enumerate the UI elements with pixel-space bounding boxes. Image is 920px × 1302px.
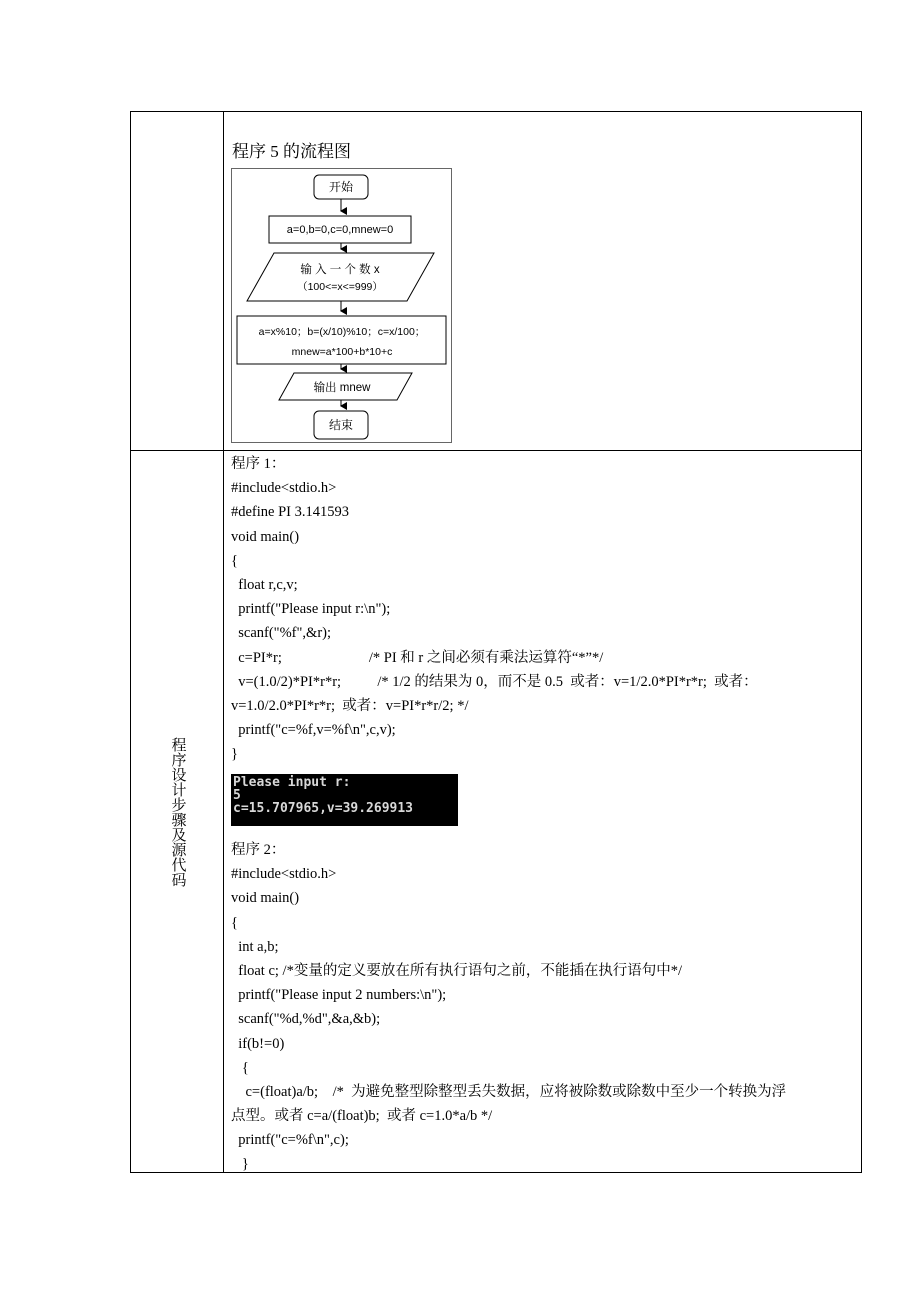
code-line: int a,b; (231, 938, 279, 955)
code-line: { (231, 1059, 249, 1076)
code-line: 点型。或者 c=a/(float)b; 或者 c=1.0*a/b */ (231, 1108, 493, 1125)
code-line: void main() (231, 890, 300, 907)
code-line: } (231, 746, 238, 763)
output-text: 输出 mnew (313, 382, 371, 394)
input-text-1: 输 入 一 个 数 x (300, 264, 380, 276)
program1-code (231, 452, 861, 766)
code-line: float r,c,v; (231, 576, 298, 593)
program2-heading: 程序 2： (231, 842, 286, 858)
side-label-cell (131, 451, 223, 1173)
column-divider (223, 112, 224, 1172)
code-line: v=(1.0/2)*PI*r*r; /* 1/2 的结果为 0，而不是 0.5 或者：v=1/2.0*PI*r*r; 或者： (231, 673, 758, 690)
program1-heading: 程序 1： (231, 456, 286, 472)
flowchart-diagram (232, 169, 453, 444)
console-line: 5 (233, 788, 241, 803)
console-line: c=15.707965,v=39.269913 (233, 801, 414, 816)
side-label: 程序设计步骤及源代码 (169, 737, 186, 887)
code-line: { (231, 914, 238, 931)
code-line: #include<stdio.h> (231, 480, 337, 497)
start-text: 开始 (328, 180, 354, 194)
code-line: printf("c=%f,v=%f\n",c,v); (231, 722, 396, 739)
row-divider (131, 450, 861, 451)
code-line: scanf("%f",&r); (231, 625, 332, 642)
code-line: float c; /*变量的定义要放在所有执行语句之前，不能插在执行语句中*/ (231, 962, 683, 979)
end-text: 结束 (328, 418, 354, 432)
flowchart-title: 程序 5 的流程图 (232, 142, 351, 161)
document-table (130, 111, 862, 1173)
init-text: a=0,b=0,c=0,mnew=0 (286, 224, 394, 236)
code-line: printf("Please input 2 numbers:\n"); (231, 987, 447, 1004)
flowchart (231, 168, 452, 443)
program2-code (231, 838, 861, 1177)
code-line: scanf("%d,%d",&a,&b); (231, 1011, 381, 1028)
code-line: #define PI 3.141593 (231, 504, 349, 521)
code-line: if(b!=0) (231, 1035, 285, 1052)
console-line: Please input r: (233, 775, 351, 790)
process-text-1: a=x%10；b=(x/10)%10；c=x/100； (258, 326, 426, 338)
code-line: { (231, 552, 238, 569)
input-node (247, 253, 434, 301)
code-line: v=1.0/2.0*PI*r*r; 或者：v=PI*r*r/2; */ (231, 697, 469, 714)
code-line: } (231, 1156, 249, 1173)
input-text-2: （100<=x<=999） (297, 281, 383, 293)
code-line: printf("c=%f\n",c); (231, 1132, 349, 1149)
process-text-2: mnew=a*100+b*10+c (291, 346, 393, 358)
code-line: #include<stdio.h> (231, 866, 337, 883)
code-line: c=PI*r; /* PI 和 r 之间必须有乘法运算符“*”*/ (231, 649, 604, 666)
code-line: void main() (231, 528, 300, 545)
code-line: c=(float)a/b; /* 为避免整型除整型丢失数据，应将被除数或除数中至少一个转换为浮 (231, 1083, 787, 1100)
code-line: printf("Please input r:\n"); (231, 601, 391, 618)
console-output (231, 774, 458, 826)
